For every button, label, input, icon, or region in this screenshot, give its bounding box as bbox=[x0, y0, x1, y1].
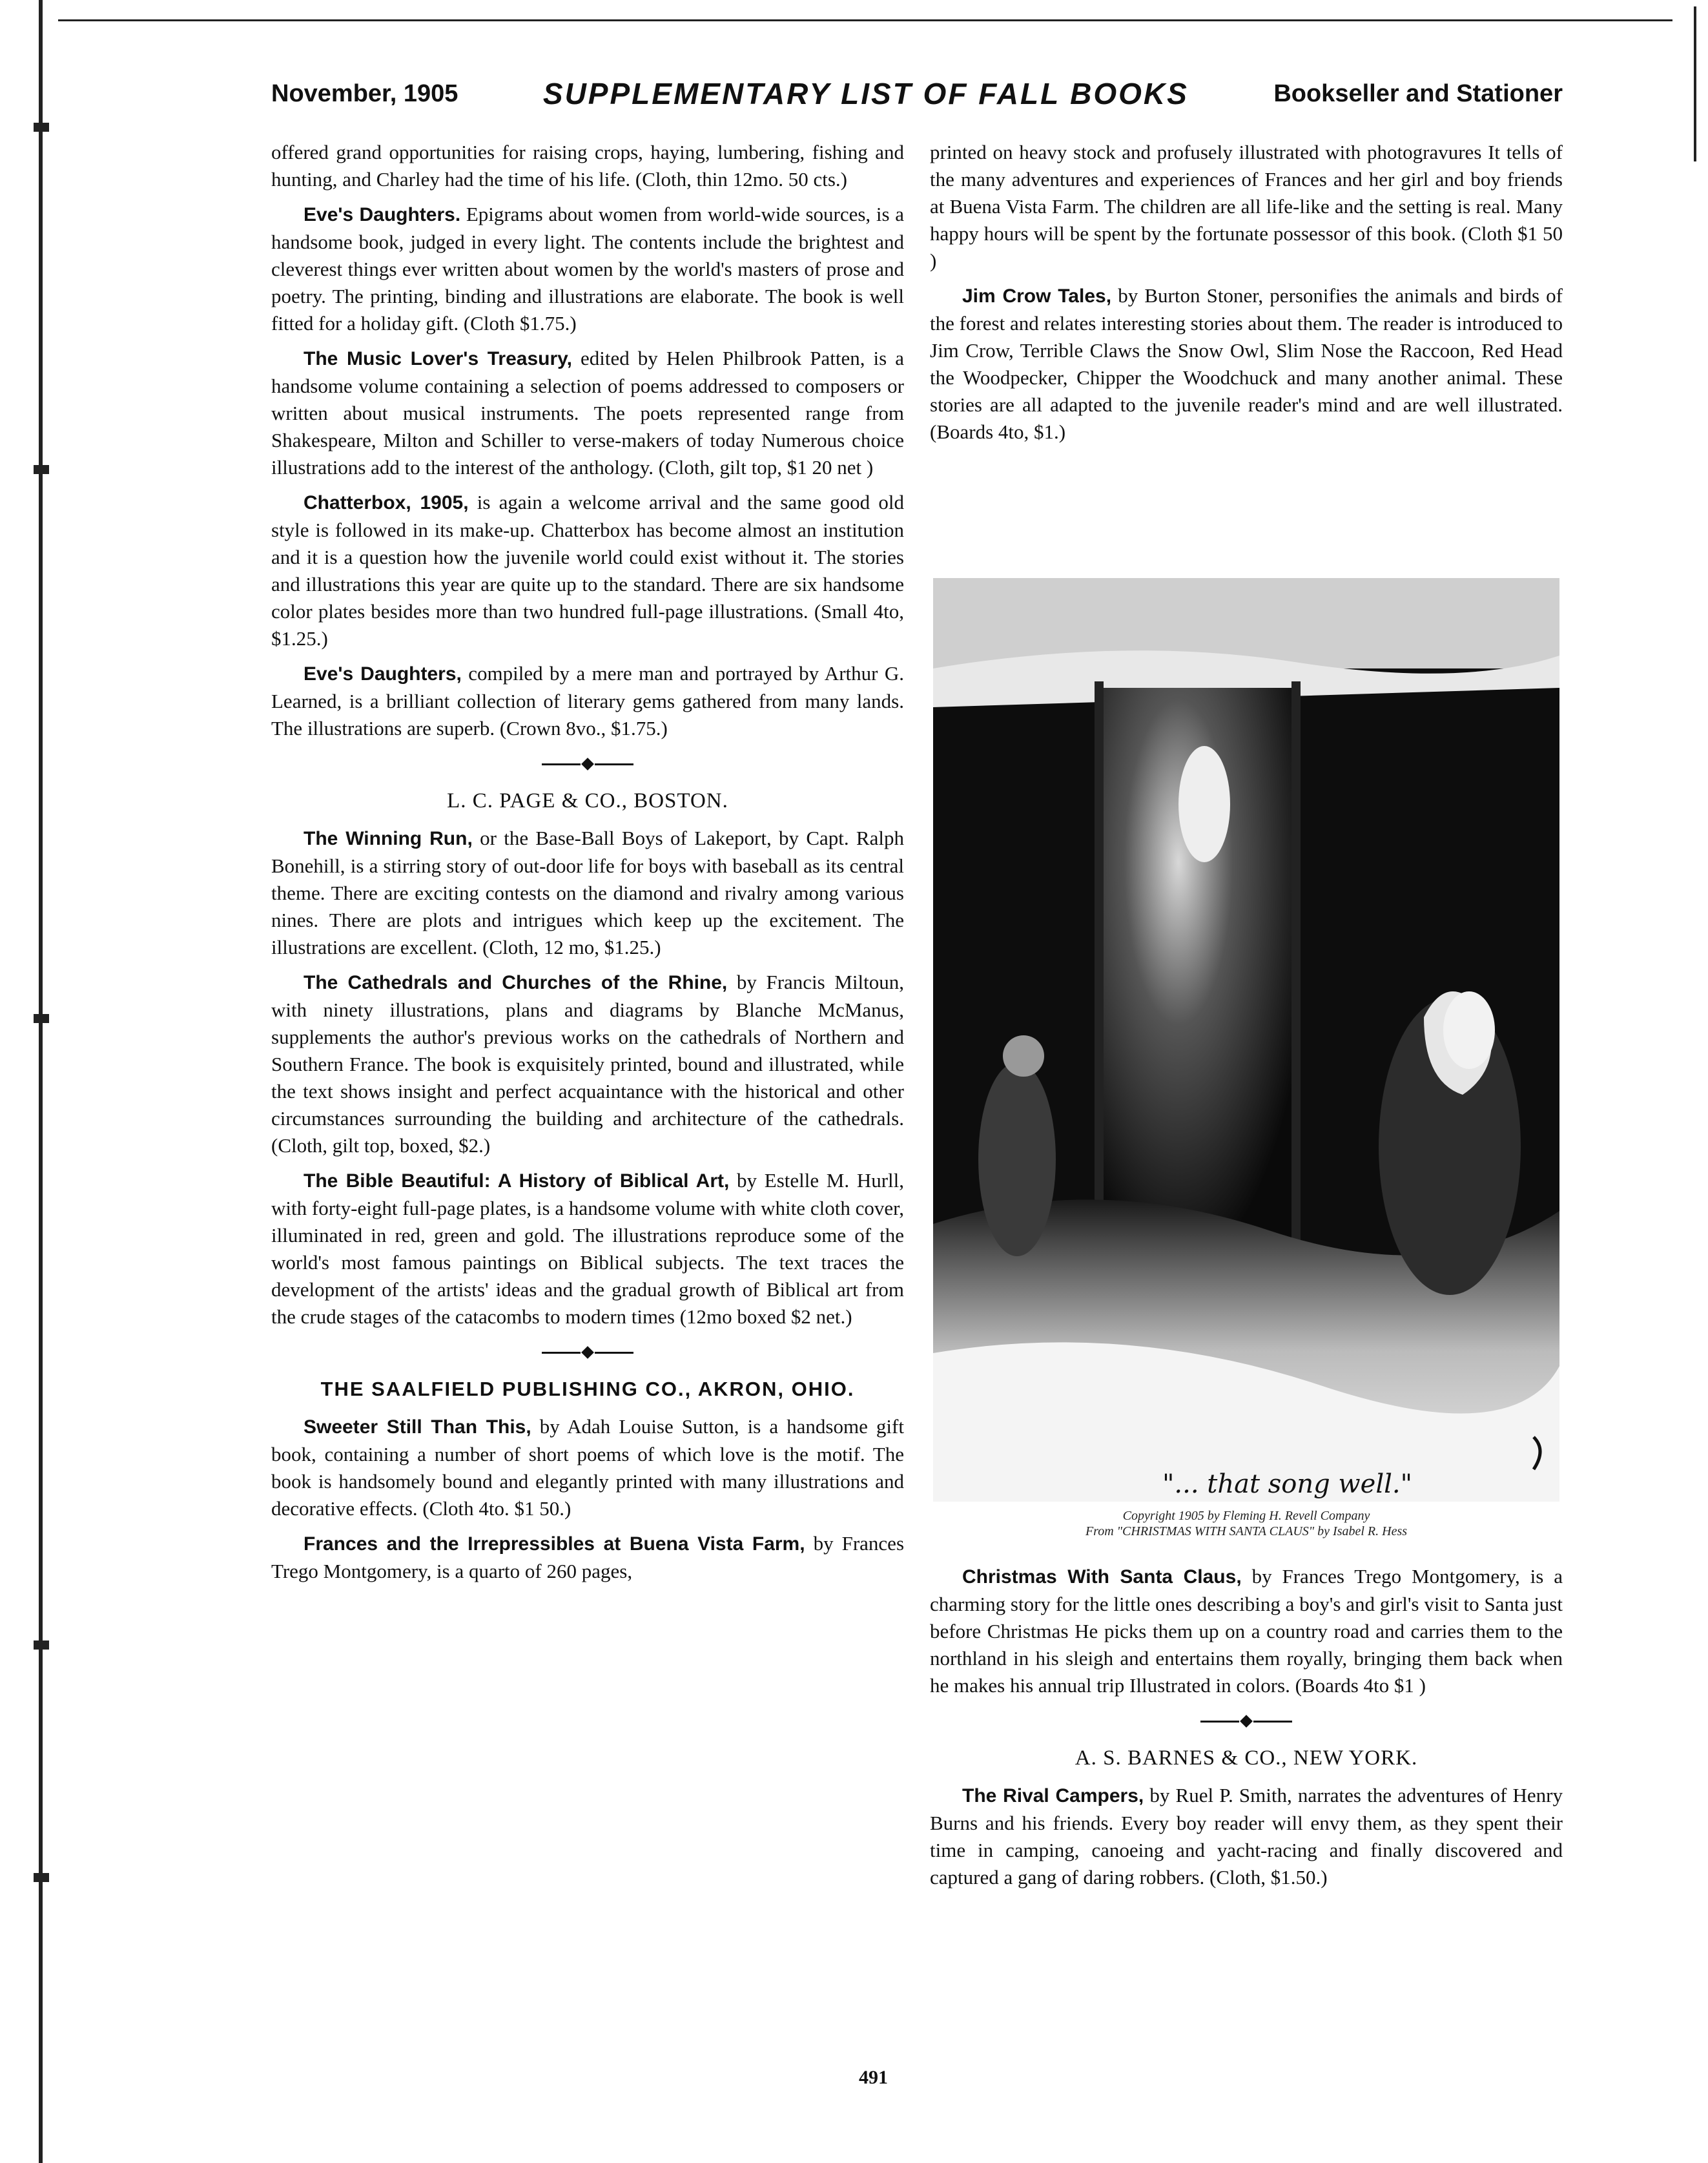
book-description: by Frances Trego Montgomery, is a quarto of 260 pages, bbox=[271, 1532, 905, 1582]
book-entry bbox=[271, 1413, 904, 1522]
book-title: Eve's Daughters. bbox=[304, 204, 461, 225]
section-divider bbox=[271, 1338, 904, 1367]
book-description: compiled by a mere man and portrayed by Arthur G. Learned, is a brilliant collection of literary gems gathered from many lands. The illustrations are superb. (Crown 8vo., $1.75.) bbox=[271, 662, 904, 740]
book-description: by Francis Miltoun, with ninety illustrations, plans and diagrams by Blanche McManus, supplements the author's previous works on the cathedrals of Northern and Southern France. The book is exquisitely printed, bound and illustrated, while the text shows insight and perfect acquaintance with the historical and other circumstances surrounding the building and architecture of the cathedrals. (Cloth, gilt top, boxed, $2.) bbox=[271, 971, 904, 1157]
book-description: by Estelle M. Hurll, with forty-eight full-page plates, is a handsome volume with white cloth cover, illuminated in red, green and gold. The illustrations reproduce some of the world's most famous paintings on Biblical subjects. The text traces the development of the artists' ideas and the gradual growth of Biblical art from the crude stages of the catacombs to modern times (12mo boxed $2 net.) bbox=[271, 1169, 905, 1328]
book-title: The Music Lover's Treasury, bbox=[304, 348, 572, 369]
book-entry bbox=[271, 489, 904, 652]
book-title: Jim Crow Tales, bbox=[962, 285, 1112, 307]
illustration-image bbox=[933, 578, 1559, 1502]
publisher-heading: THE SAALFIELD PUBLISHING CO., AKRON, OHIO. bbox=[320, 1378, 855, 1400]
book-description: by Ruel P. Smith, narrates the adventures of Henry Burns and his friends. Every boy reader will envy them, as they spent their time in camping, canoeing and yacht-racing and finally discovered and captured a gang of daring robbers. (Cloth, $1.50.) bbox=[930, 1784, 1563, 1889]
binding-mark bbox=[34, 465, 49, 474]
book-entry bbox=[930, 1782, 1563, 1891]
book-title: Chatterbox, 1905, bbox=[304, 492, 469, 513]
header-title: SUPPLEMENTARY LIST OF FALL BOOKS bbox=[542, 77, 1189, 110]
book-title: The Rival Campers, bbox=[962, 1785, 1144, 1806]
top-rule bbox=[58, 19, 1672, 21]
publisher-heading: A. S. BARNES & CO., NEW YORK. bbox=[1075, 1746, 1418, 1770]
book-title: Frances and the Irrepressibles at Buena Vista Farm, bbox=[304, 1533, 805, 1555]
book-description: edited by Helen Philbrook Patten, is a handsome volume containing a selection of poems addressed to composers or written about musical instruments. The poets represented range from Shakespeare, Milton and Schiller to verse-makers of today Numerous choice illustrations add to the interest of the anthology. (Cloth, gilt top, $1 20 net ) bbox=[271, 347, 904, 479]
page-number: 491 bbox=[859, 2067, 888, 2088]
book-entry bbox=[930, 1563, 1563, 1699]
publisher-heading: L. C. PAGE & CO., BOSTON. bbox=[447, 789, 728, 812]
binding-mark bbox=[34, 1873, 49, 1882]
book-entry bbox=[271, 660, 904, 742]
diamond-ornament-icon bbox=[581, 1346, 594, 1359]
illustration-credit bbox=[933, 1508, 1559, 1539]
book-entry bbox=[271, 825, 904, 961]
credit-line: Copyright 1905 by Fleming H. Revell Company bbox=[1122, 1509, 1370, 1523]
book-entry bbox=[271, 201, 904, 337]
book-title: The Winning Run, bbox=[304, 828, 473, 849]
paragraph: offered grand opportunities for raising crops, haying, lumbering, fishing and hunting, and Charley had the time of his life. (Cloth, thin 12mo. 50 cts.) bbox=[271, 141, 904, 191]
book-title: Sweeter Still Than This, bbox=[304, 1416, 531, 1438]
section-divider bbox=[271, 750, 904, 778]
binding-mark bbox=[34, 123, 49, 132]
book-entry bbox=[271, 1530, 904, 1585]
right-edge-mark bbox=[1694, 6, 1696, 161]
paragraph: printed on heavy stock and profusely illustrated with photogravures It tells of the many adventures and experiences of Frances and her girl and boy friends at Buena Vista Farm. The children are all life-like and the setting is real. Many happy hours will be spent by the fortunate possessor of this book. (Cloth $1 50 ) bbox=[930, 141, 1563, 272]
left-column bbox=[271, 139, 904, 1593]
header-publication: Bookseller and Stationer bbox=[1273, 79, 1563, 107]
book-description: by Adah Louise Sutton, is a handsome gift book, containing a number of short poems of which love is the motif. The book is handsomely bound and elegantly printed with many illustrations and decorative effects. (Cloth 4to. $1 50.) bbox=[271, 1415, 904, 1520]
book-title: The Bible Beautiful: A History of Biblical Art, bbox=[304, 1170, 730, 1192]
book-entry bbox=[271, 969, 904, 1159]
book-description: by Burton Stoner, personifies the animals and birds of the forest and relates interesting stories about them. The reader is introduced to Jim Crow, Terrible Claws the Snow Owl, Slim Nose the Raccoon, Red Head the Woodpecker, Chipper the Woodchuck and many another animal. These stories are all adapted to the juvenile reader's mind and are well illustrated. (Boards 4to, $1.) bbox=[930, 284, 1563, 443]
book-illustration bbox=[933, 578, 1559, 1502]
book-entry bbox=[930, 282, 1563, 446]
diamond-ornament-icon bbox=[1240, 1715, 1253, 1728]
binding-edge bbox=[39, 0, 44, 2163]
book-entry bbox=[271, 345, 904, 481]
page-header bbox=[271, 74, 1563, 113]
book-title: Eve's Daughters, bbox=[304, 663, 462, 685]
binding-mark bbox=[34, 1640, 49, 1650]
header-date: November, 1905 bbox=[271, 79, 458, 107]
book-title: Christmas With Santa Claus, bbox=[962, 1566, 1242, 1588]
book-description: by Frances Trego Montgomery, is a charming story for the little ones describing a boy's and girl's visit to Santa just before Christmas He picks them up on a country road and carries them to the northland in his sleigh and entertains them royally, bringing them back when he makes his annual trip Illustrated in colors. (Boards 4to $1 ) bbox=[930, 1565, 1563, 1697]
diamond-ornament-icon bbox=[581, 758, 594, 771]
book-entry bbox=[271, 1167, 904, 1330]
section-divider bbox=[930, 1707, 1563, 1735]
binding-mark bbox=[34, 1014, 49, 1023]
right-column bbox=[930, 139, 1563, 453]
book-description: Epigrams about women from world-wide sources, is a handsome book, judged in every light. The contents include the brightest and cleverest things ever written about women by the world's masters of prose and poetry. The printing, binding and illustrations are elaborate. The book is well fitted for a holiday gift. (Cloth $1.75.) bbox=[271, 203, 904, 335]
credit-line: From "CHRISTMAS WITH SANTA CLAUS" by Isabel R. Hess bbox=[1085, 1524, 1408, 1538]
book-title: The Cathedrals and Churches of the Rhine, bbox=[304, 972, 728, 993]
right-column-lower bbox=[930, 1563, 1563, 1899]
book-description: or the Base-Ball Boys of Lakeport, by Capt. Ralph Bonehill, is a stirring story of out-door life for boys with baseball as its central theme. There are exciting contests on the diamond and rivalry among various nines. There are plots and intrigues which keep up the excitement. The illustrations are excellent. (Cloth, 12 mo, $1.25.) bbox=[271, 827, 904, 958]
illustration-caption: "... that song well." bbox=[1162, 1469, 1413, 1499]
book-description: is again a welcome arrival and the same good old style is followed in its make-up. Chatterbox has become almost an institution and it is a question how the juvenile world could exist without it. The stories and illustrations this year are quite up to the standard. There are six handsome color plates besides more than two hundred full-page illustrations. (Small 4to, $1.25.) bbox=[271, 491, 904, 650]
